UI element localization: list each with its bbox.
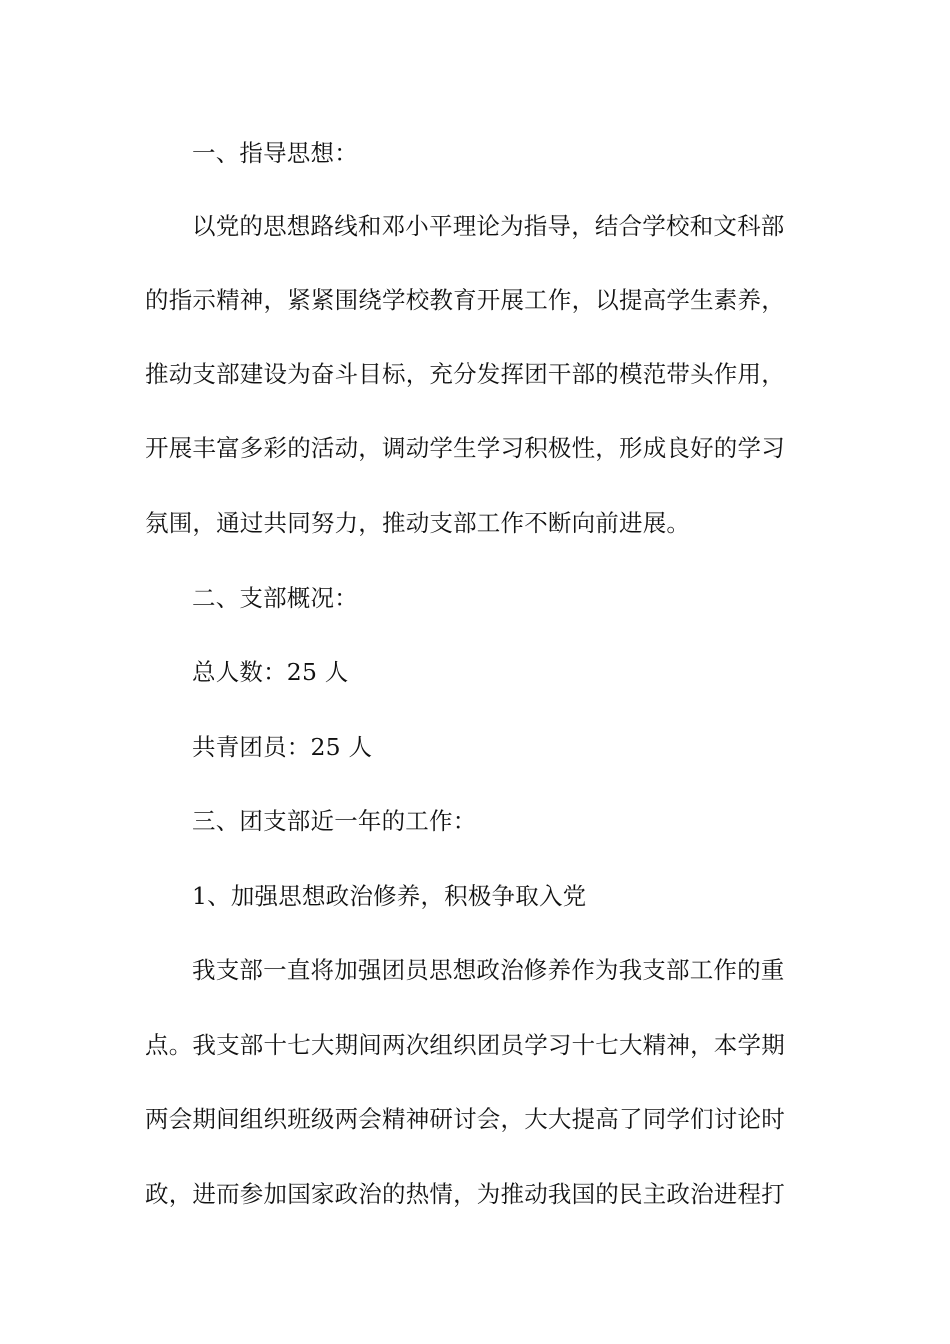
league-members-line: 共青团员：25 人	[192, 733, 373, 761]
paragraph-line: 两会期间组织班级两会精神研讨会，大大提高了同学们讨论时	[145, 1105, 785, 1133]
paragraph-line: 政，进而参加国家政治的热情，为推动我国的民主政治进程打	[145, 1180, 785, 1208]
paragraph-line: 推动支部建设为奋斗目标，充分发挥团干部的模范带头作用，	[145, 360, 785, 388]
heading-branch-work: 三、团支部近一年的工作：	[192, 807, 477, 835]
paragraph-line: 点。我支部十七大期间两次组织团员学习十七大精神，本学期	[145, 1031, 785, 1059]
total-members-line: 总人数：25 人	[192, 658, 349, 686]
paragraph-line: 以党的思想路线和邓小平理论为指导，结合学校和文科部	[192, 212, 785, 240]
subheading-political-cultivation: 1、加强思想政治修养，积极争取入党	[192, 882, 587, 910]
paragraph-line: 氛围，通过共同努力，推动支部工作不断向前进展。	[145, 509, 691, 537]
heading-guiding-ideology: 一、指导思想：	[192, 139, 358, 167]
paragraph-line: 的指示精神，紧紧围绕学校教育开展工作，以提高学生素养，	[145, 286, 785, 314]
heading-branch-overview: 二、支部概况：	[192, 584, 358, 612]
paragraph-line: 开展丰富多彩的活动，调动学生学习积极性，形成良好的学习	[145, 434, 785, 462]
paragraph-line: 我支部一直将加强团员思想政治修养作为我支部工作的重	[192, 956, 785, 984]
